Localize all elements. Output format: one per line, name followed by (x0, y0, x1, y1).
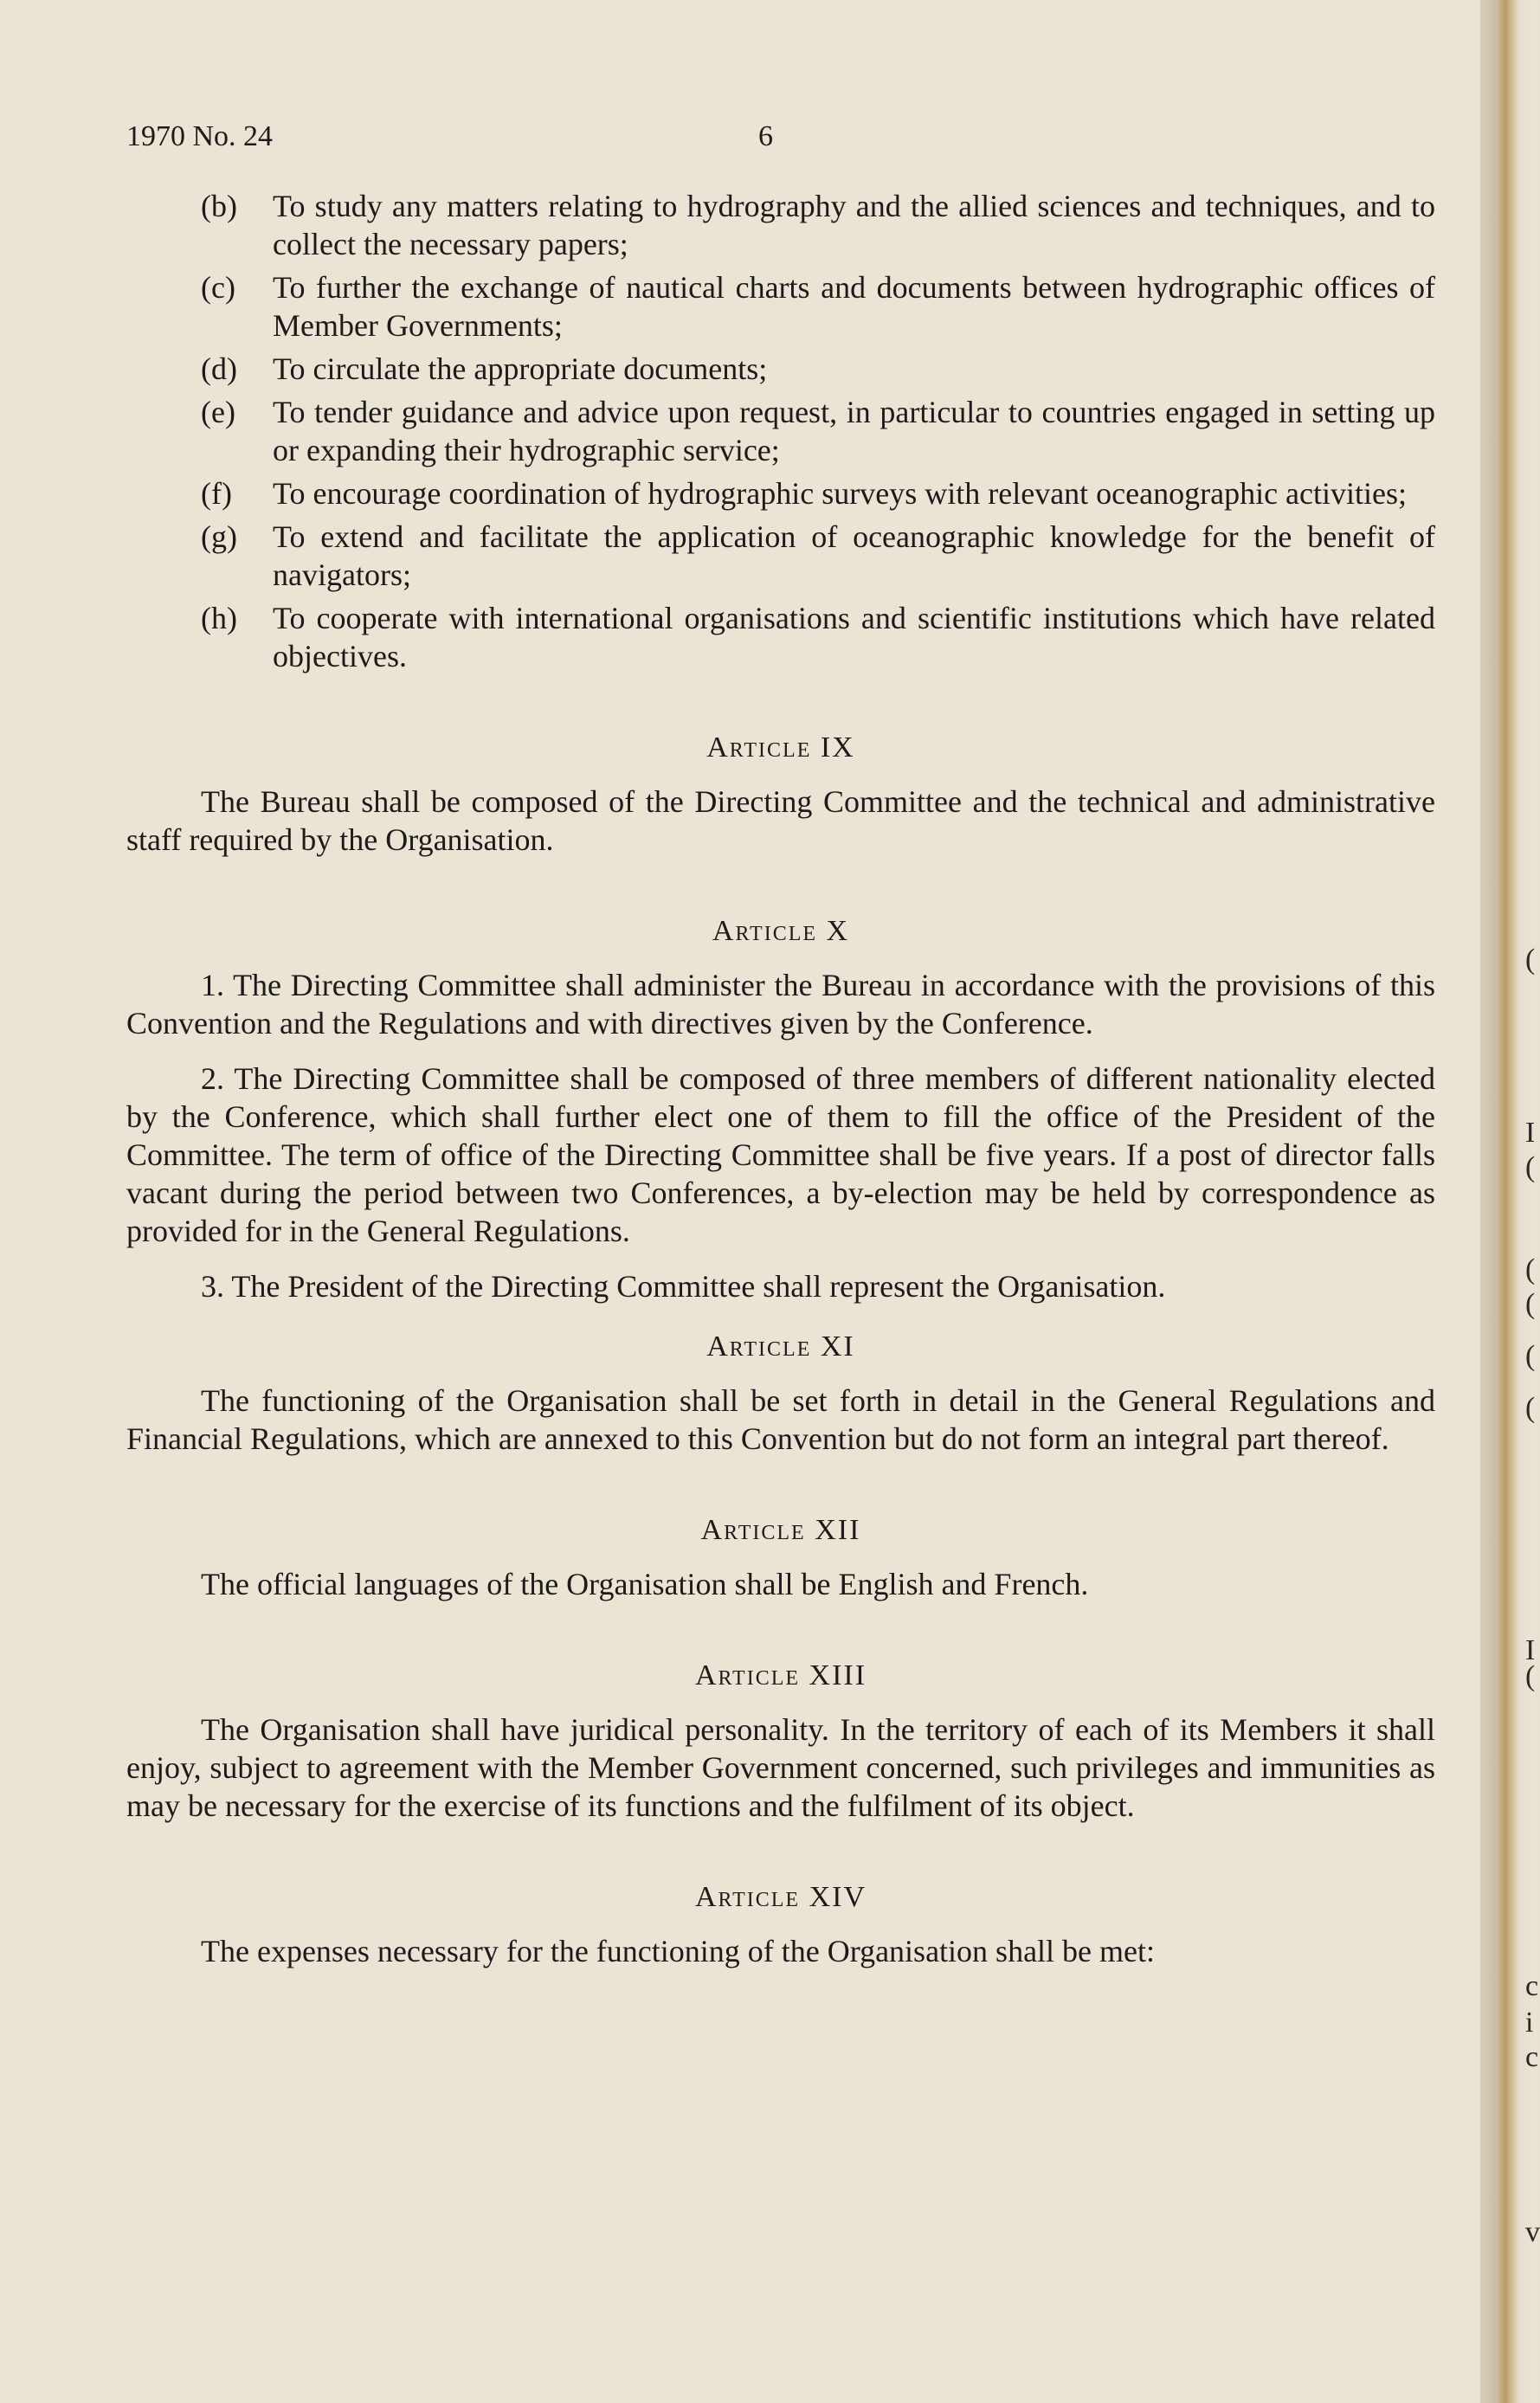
item-label: (h) (201, 601, 237, 635)
year-number: 1970 No. 24 (126, 120, 274, 152)
item-text: To extend and facilitate the application of oceanographic knowledge for the benefit of navigators; (273, 519, 1435, 592)
list-item (126, 599, 1435, 675)
edge-mark: c (1525, 2041, 1539, 2073)
edge-mark: I (1525, 1634, 1536, 1666)
article-xii-text: The official languages of the Organisation shall be English and French. (201, 1567, 1089, 1601)
objectives-list (126, 187, 1435, 675)
list-item (126, 518, 1435, 594)
item-text: To cooperate with international organisations and scientific institutions which have related objectives. (273, 601, 1435, 673)
page-content (126, 118, 1435, 1987)
item-label: (g) (201, 519, 237, 554)
article-xi-text: The functioning of the Organisation shall be set forth in detail in the General Regulations and Financial Regulations, which are annexed to this Convention but do not form an integral part thereof. (126, 1383, 1435, 1456)
edge-mark: ( (1525, 944, 1536, 976)
article-xiii-title: Article XIII (694, 1659, 867, 1691)
article-x-para-3: 3. The President of the Directing Committee shall represent the Organisation. (201, 1269, 1166, 1304)
item-text: To further the exchange of nautical charts and documents between hydrographic offices of Member Governments; (273, 270, 1435, 343)
list-item (126, 474, 1435, 512)
edge-mark: v (1525, 2216, 1540, 2248)
item-label: (f) (201, 476, 232, 511)
edge-mark: ( (1525, 1288, 1536, 1320)
list-item (126, 393, 1435, 469)
item-label: (b) (201, 189, 237, 223)
item-label: (e) (201, 395, 235, 429)
article-xii-title: Article XII (700, 1514, 861, 1546)
article-x-para-1: 1. The Directing Committee shall administer the Bureau in accordance with the provisions of this Convention and the Regulations and with directives given by the Conference. (126, 968, 1435, 1040)
article-xiv-title: Article XIV (694, 1881, 867, 1913)
item-text: To study any matters relating to hydrography and the allied sciences and techniques, and to collect the necessary papers; (273, 189, 1435, 261)
edge-mark: ( (1525, 1340, 1536, 1372)
item-text: To encourage coordination of hydrographic surveys with relevant oceanographic activities; (273, 476, 1408, 511)
list-item (126, 187, 1435, 263)
edge-mark: ( (1525, 1253, 1536, 1285)
article-ix-title: Article IX (706, 731, 855, 763)
article-x-para-2: 2. The Directing Committee shall be composed of three members of different nationality elected by the Conference, which shall further elect one of them to fill the office of the President of the Committee. The term of office of the Directing Committee shall be five years. If a post of director falls vacant during the period between two Conferences, a by-election may be held by correspondence as provided for in the General Regulations. (126, 1061, 1435, 1248)
edge-mark: c (1525, 1970, 1539, 2002)
item-text: To circulate the appropriate documents; (273, 351, 768, 386)
item-label: (c) (201, 270, 235, 305)
page-header (126, 118, 1435, 170)
article-ix-text: The Bureau shall be composed of the Directing Committee and the technical and administrative staff required by the Organisation. (126, 784, 1435, 857)
item-label: (d) (201, 351, 237, 386)
item-text: To tender guidance and advice upon request, in particular to countries engaged in setting up or expanding their hydrographic service; (273, 395, 1435, 467)
edge-mark: ( (1525, 1392, 1536, 1424)
list-item (126, 268, 1435, 345)
article-xiii-text: The Organisation shall have juridical personality. In the territory of each of its Members it shall enjoy, subject to agreement with the Member Government concerned, such privileges and immunities as may be necessary for the exercise of its functions and the fulfilment of its object. (126, 1712, 1435, 1823)
edge-mark: I (1525, 1117, 1536, 1149)
edge-mark: i (1525, 2007, 1534, 2039)
article-x-title: Article X (712, 915, 850, 947)
article-xi-title: Article XI (706, 1330, 855, 1363)
list-item (126, 350, 1435, 388)
article-xiv-text: The expenses necessary for the functioning of the Organisation shall be met: (201, 1934, 1156, 1968)
page-number: 6 (758, 120, 773, 152)
edge-mark: ( (1525, 1660, 1536, 1692)
edge-mark: ( (1525, 1151, 1536, 1183)
